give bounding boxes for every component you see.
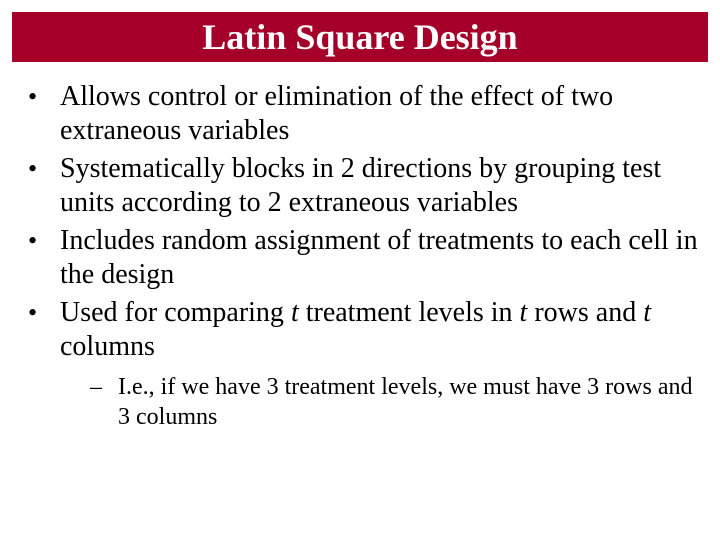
sub-bullet-item [90, 372, 708, 432]
bullet-text-part: treatment levels in [298, 297, 520, 328]
bullet-mark: • [28, 298, 38, 327]
bullet-item [28, 224, 708, 292]
bullet-text: Allows control or elimination of the effect of two extraneous variables [60, 81, 614, 146]
italic-variable-t: t [519, 297, 528, 328]
bullet-mark: • [28, 154, 38, 183]
bullet-text-part: columns [60, 331, 155, 362]
bullet-text: Systematically blocks in 2 directions by grouping test units according to 2 extraneous variables [60, 153, 662, 218]
italic-variable-t: t [290, 297, 299, 328]
bullet-text-part: Used for comparing [60, 297, 291, 328]
bullet-text: Includes random assignment of treatments to each cell in the design [60, 225, 698, 290]
bullet-item [28, 80, 708, 148]
bullet-mark: • [28, 82, 38, 111]
slide-title: Latin Square Design [202, 17, 518, 57]
title-bar [12, 12, 708, 62]
bullet-text-part: rows and [527, 297, 644, 328]
bullet-item [28, 152, 708, 220]
sub-bullet-mark: – [90, 374, 102, 400]
sub-bullet-text: I.e., if we have 3 treatment levels, we must have 3 rows and 3 columns [118, 374, 693, 430]
bullet-list [28, 80, 708, 432]
italic-variable-t: t [643, 297, 651, 328]
bullet-mark: • [28, 226, 38, 255]
bullet-item [28, 296, 708, 364]
bullet-text [60, 296, 708, 364]
